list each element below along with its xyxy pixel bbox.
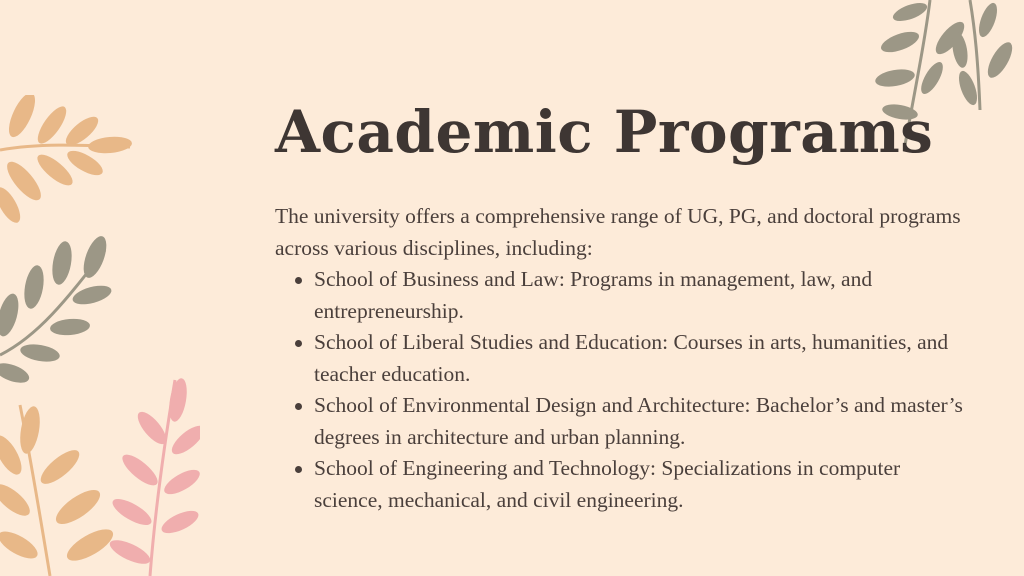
slide-title: Academic Programs bbox=[275, 98, 934, 166]
program-text: School of Liberal Studies and Education: Courses in arts, humanities, and teacher education. bbox=[314, 330, 949, 386]
intro-paragraph: The university offers a comprehensive range of UG, PG, and doctoral programs across various disciplines, including: bbox=[275, 204, 961, 260]
program-text: School of Environmental Design and Architecture: Bachelor’s and master’s degrees in architecture and urban planning. bbox=[314, 393, 963, 449]
leaf-branch-icon bbox=[100, 370, 200, 576]
list-item bbox=[314, 327, 965, 390]
list-item bbox=[314, 390, 965, 453]
program-text: School of Business and Law: Programs in management, law, and entrepreneurship. bbox=[314, 267, 873, 323]
slide-body bbox=[275, 201, 965, 516]
bullet-icon bbox=[295, 403, 302, 410]
leaf-branch-icon bbox=[0, 235, 120, 385]
list-item bbox=[314, 453, 965, 516]
list-item bbox=[314, 264, 965, 327]
bullet-icon bbox=[295, 340, 302, 347]
programs-list bbox=[275, 264, 965, 516]
bullet-icon bbox=[295, 277, 302, 284]
program-text: School of Engineering and Technology: Specializations in computer science, mechanical, and civil engineering. bbox=[314, 456, 901, 512]
leaf-branch-icon bbox=[0, 95, 140, 225]
bullet-icon bbox=[295, 466, 302, 473]
